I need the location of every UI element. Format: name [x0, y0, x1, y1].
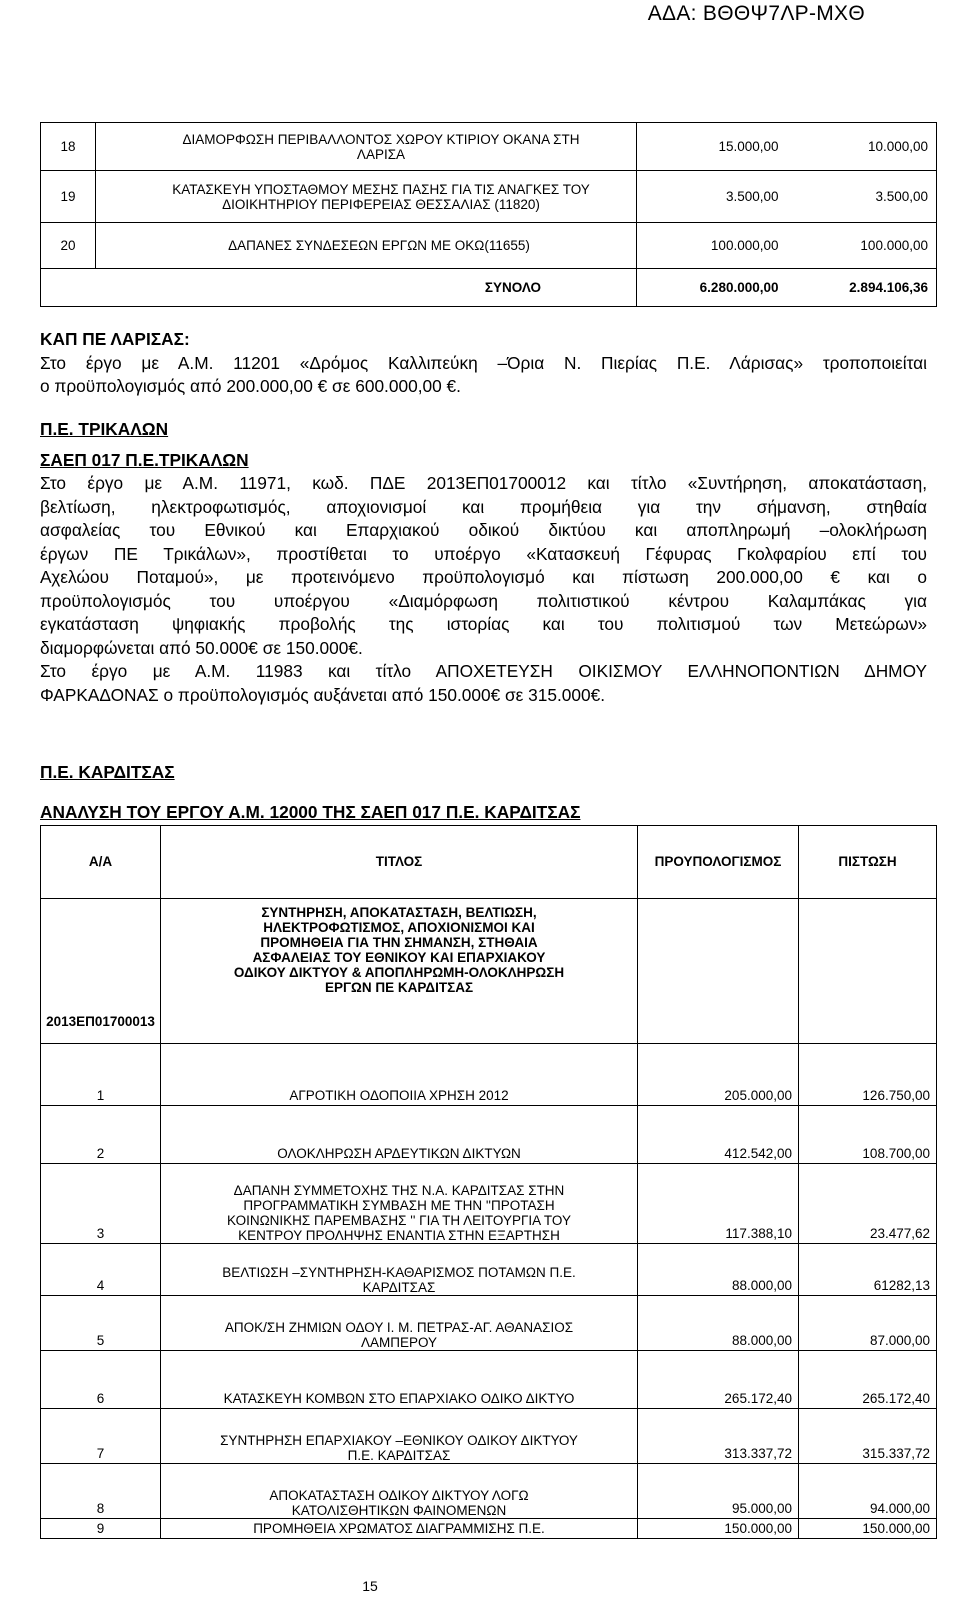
project-title: ΣΥΝΤΗΡΗΣΗ, ΑΠΟΚΑΤΑΣΤΑΣΗ, ΒΕΛΤΙΩΣΗ, ΗΛΕΚΤΡΟΦΩΤΙΣΜΟΣ, ΑΠΟΧΙΟΝΙΣΜΟΙ ΚΑΙ ΠΡΟΜΗΘΕΙΑ ΓΙΑ ΤΗΝ ΣΗΜΑΝΣΗ, ΣΤΗΘΑΙΑ ΑΣΦΑΛΕΙΑΣ ΤΟΥ ΕΘΝΙΚΟΥ ΚΑΙ ΕΠΑΡΧΙΑΚΟΥ ΟΔΙΚΟΥ ΔΙΚΤΥΟΥ & ΑΠΟΠΛΗΡΩΜΗ-ΟΛΟΚΛΗΡΩΣΗ ΕΡΓΩΝ ΠΕ ΚΑΡΔΙΤΣΑΣ — [161, 899, 638, 1044]
table-row — [41, 171, 937, 223]
total-row — [41, 269, 937, 307]
paragraph-line: έργων ΠΕ Τρικάλων», προστίθεται το υποέργο «Κατασκευή Γέφυρας Γκολφαρίου επί του — [40, 543, 927, 564]
table-row — [41, 1244, 937, 1296]
row-title: ΚΑΤΑΣΚΕΥΗ ΥΠΟΣΤΑΘΜΟΥ ΜΕΣΗΣ ΠΑΣΗΣ ΓΙΑ ΤΙΣ ΑΝΑΓΚΕΣ ΤΟΥ ΔΙΟΙΚΗΤΗΡΙΟΥ ΠΕΡΙΦΕΡΕΙΑΣ ΘΕΣΣΑΛΙΑΣ (11820) — [96, 171, 637, 223]
section-heading: Π.Ε. ΤΡΙΚΑΛΩΝ — [40, 419, 169, 439]
paragraph-line: διαμορφώνεται από 50.000€ σε 150.000€. — [40, 637, 363, 658]
row-budget: 265.172,40 — [638, 1351, 799, 1409]
table-row — [41, 1106, 937, 1164]
row-budget: 95.000,00 — [638, 1464, 799, 1519]
row-budget: 117.388,10 — [638, 1164, 799, 1244]
row-aa: 2 — [41, 1106, 161, 1164]
row-aa: 4 — [41, 1244, 161, 1296]
total-budget: 6.280.000,00 — [637, 269, 787, 307]
table-row — [41, 1164, 937, 1244]
paragraph-line: εγκατάσταση ψηφιακής προβολής της ιστορίας και του πολιτισμού των Μετεώρων» — [40, 614, 927, 634]
paragraph-line: Στο έργο με Α.Μ. 11201 «Δρόμος Καλλιπεύκη –Όρια Ν. Πιερίας Π.Ε. Λάρισας» τροποποιείται — [40, 352, 927, 373]
row-title: ΚΑΤΑΣΚΕΥΗ ΚΟΜΒΩΝ ΣΤΟ ΕΠΑΡΧΙΑΚΟ ΟΔΙΚΟ ΔΙΚΤΥΟ — [161, 1351, 638, 1409]
row-aa: 8 — [41, 1464, 161, 1519]
total-credit: 2.894.106,36 — [787, 269, 937, 307]
table-header-row — [41, 826, 937, 899]
row-title: ΟΛΟΚΛΗΡΩΣΗ ΑΡΔΕΥΤΙΚΩΝ ΔΙΚΤΥΩΝ — [161, 1106, 638, 1164]
section-heading: ΚΑΠ ΠΕ ΛΑΡΙΣΑΣ: — [40, 329, 190, 349]
row-aa: 6 — [41, 1351, 161, 1409]
project-credit — [799, 899, 937, 1044]
table-row — [41, 123, 937, 171]
row-credit: 94.000,00 — [799, 1464, 937, 1519]
page-number: 15 — [362, 1578, 378, 1594]
row-budget: 313.337,72 — [638, 1409, 799, 1464]
row-credit: 100.000,00 — [787, 223, 937, 269]
row-number: 20 — [41, 223, 96, 269]
table-row — [41, 1519, 937, 1539]
project-row — [41, 899, 937, 1044]
paragraph-line: Αχελώου Ποταμού», με προτεινόμενο προϋπολογισμό και πίστωση 200.000,00 € και ο — [40, 567, 927, 587]
row-credit: 87.000,00 — [799, 1296, 937, 1351]
row-budget: 15.000,00 — [637, 123, 787, 171]
paragraph-line: ΦΑΡΚΑΔΟΝΑΣ ο προϋπολογισμός αυξάνεται από 150.000€ σε 315.000€. — [40, 684, 606, 705]
table-row — [41, 1464, 937, 1519]
row-credit: 3.500,00 — [787, 171, 937, 223]
header-credit: ΠΙΣΤΩΣΗ — [799, 826, 937, 899]
row-title: ΔΑΠΑΝΕΣ ΣΥΝΔΕΣΕΩΝ ΕΡΓΩΝ ΜΕ ΟΚΩ(11655) — [96, 223, 637, 269]
table-row — [41, 1351, 937, 1409]
row-number: 19 — [41, 171, 96, 223]
table-row — [41, 223, 937, 269]
budget-table-continued — [40, 122, 937, 307]
row-credit: 265.172,40 — [799, 1351, 937, 1409]
section-karditsa — [40, 761, 927, 824]
row-budget: 205.000,00 — [638, 1044, 799, 1106]
header-budget: ΠΡΟΥΠΟΛΟΓΙΣΜΟΣ — [638, 826, 799, 899]
row-budget: 150.000,00 — [638, 1519, 799, 1539]
paragraph-line: προϋπολογισμός του υποέργου «Διαμόρφωση πολιτιστικού κέντρου Καλαμπάκας για — [40, 590, 927, 611]
row-credit: 315.337,72 — [799, 1409, 937, 1464]
row-title: ΠΡΟΜΗΘΕΙΑ ΧΡΩΜΑΤΟΣ ΔΙΑΓΡΑΜΜΙΣΗΣ Π.Ε. — [161, 1519, 638, 1539]
project-budget — [638, 899, 799, 1044]
project-code: 2013ΕΠ01700013 — [41, 899, 161, 1044]
paragraph-line: Στο έργο με Α.Μ. 11971, κωδ. ΠΔΕ 2013ΕΠ01700012 και τίτλο «Συντήρηση, αποκατάσταση, — [40, 473, 927, 493]
row-title: ΑΠΟΚ/ΣΗ ΖΗΜΙΩΝ ΟΔΟΥ Ι. Μ. ΠΕΤΡΑΣ-ΑΓ. ΑΘΑΝΑΣΙΟΣ ΛΑΜΠΕΡΟΥ — [161, 1296, 638, 1351]
row-credit: 126.750,00 — [799, 1044, 937, 1106]
section-larisa — [40, 328, 927, 399]
row-title: ΒΕΛΤΙΩΣΗ –ΣΥΝΤΗΡΗΣΗ-ΚΑΘΑΡΙΣΜΟΣ ΠΟΤΑΜΩΝ Π.Ε. ΚΑΡΔΙΤΣΑΣ — [161, 1244, 638, 1296]
table-row — [41, 1044, 937, 1106]
total-label: ΣΥΝΟΛΟ — [96, 269, 637, 307]
total-spacer — [41, 269, 96, 307]
paragraph-line: Στο έργο με Α.Μ. 11983 και τίτλο ΑΠΟΧΕΤΕΥΣΗ ΟΙΚΙΣΜΟΥ ΕΛΛΗΝΟΠΟΝΤΙΩΝ ΔΗΜΟΥ — [40, 661, 927, 681]
section-heading: Π.Ε. ΚΑΡΔΙΤΣΑΣ — [40, 762, 175, 782]
section-trikala — [40, 418, 927, 707]
row-budget: 100.000,00 — [637, 223, 787, 269]
table-row — [41, 1409, 937, 1464]
header-title: ΤΙΤΛΟΣ — [161, 826, 638, 899]
paragraph-line: ασφαλείας του Εθνικού και Επαρχιακού οδικού δικτύου και αποπληρωμή –ολοκλήρωση — [40, 520, 927, 540]
ada-code: ΑΔΑ: ΒΘΘΨ7ΛΡ-ΜΧΘ — [647, 2, 865, 25]
karditsa-analysis-table — [40, 825, 937, 1539]
row-credit: 10.000,00 — [787, 123, 937, 171]
paragraph-line: βελτίωση, ηλεκτροφωτισμός, αποχιονισμοί και προμήθεια για την σήμανση, στηθαία — [40, 496, 927, 517]
row-budget: 3.500,00 — [637, 171, 787, 223]
row-credit: 61282,13 — [799, 1244, 937, 1296]
row-aa: 7 — [41, 1409, 161, 1464]
row-credit: 150.000,00 — [799, 1519, 937, 1539]
row-budget: 412.542,00 — [638, 1106, 799, 1164]
row-number: 18 — [41, 123, 96, 171]
row-aa: 5 — [41, 1296, 161, 1351]
row-budget: 88.000,00 — [638, 1296, 799, 1351]
paragraph-line: ο προϋπολογισμός από 200.000,00 € σε 600.000,00 €. — [40, 376, 461, 396]
row-title: ΑΓΡΟΤΙΚΗ ΟΔΟΠΟΙΙΑ ΧΡΗΣΗ 2012 — [161, 1044, 638, 1106]
row-title: ΣΥΝΤΗΡΗΣΗ ΕΠΑΡΧΙΑΚΟΥ –ΕΘΝΙΚΟΥ ΟΔΙΚΟΥ ΔΙΚΤΥΟΥ Π.Ε. ΚΑΡΔΙΤΣΑΣ — [161, 1409, 638, 1464]
row-aa: 3 — [41, 1164, 161, 1244]
section-subheading: ΣΑΕΠ 017 Π.Ε.ΤΡΙΚΑΛΩΝ — [40, 449, 249, 470]
header-aa: Α/Α — [41, 826, 161, 899]
row-budget: 88.000,00 — [638, 1244, 799, 1296]
row-title: ΑΠΟΚΑΤΑΣΤΑΣΗ ΟΔΙΚΟΥ ΔΙΚΤΥΟΥ ΛΟΓΩ ΚΑΤΟΛΙΣΘΗΤΙΚΩΝ ΦΑΙΝΟΜΕΝΩΝ — [161, 1464, 638, 1519]
row-aa: 1 — [41, 1044, 161, 1106]
row-credit: 23.477,62 — [799, 1164, 937, 1244]
table-row — [41, 1296, 937, 1351]
section-subheading: ΑΝΑΛΥΣΗ ΤΟΥ ΕΡΓΟΥ Α.Μ. 12000 ΤΗΣ ΣΑΕΠ 017 Π.Ε. ΚΑΡΔΙΤΣΑΣ — [40, 801, 581, 822]
row-title: ΔΑΠΑΝΗ ΣΥΜΜΕΤΟΧΗΣ ΤΗΣ Ν.Α. ΚΑΡΔΙΤΣΑΣ ΣΤΗΝ ΠΡΟΓΡΑΜΜΑΤΙΚΗ ΣΥΜΒΑΣΗ ΜΕ ΤΗΝ ''ΠΡΟΤΑΣΗ ΚΟΙΝΩΝΙΚΗΣ ΠΑΡΕΜΒΑΣΗΣ '' ΓΙΑ ΤΗ ΛΕΙΤΟΥΡΓΙΑ ΤΟΥ ΚΕΝΤΡΟΥ ΠΡΟΛΗΨΗΣ ΕΝΑΝΤΙΑ ΣΤΗΝ ΕΞΑΡΤΗΣΗ — [161, 1164, 638, 1244]
row-title: ΔΙΑΜΟΡΦΩΣΗ ΠΕΡΙΒΑΛΛΟΝΤΟΣ ΧΩΡΟΥ ΚΤΙΡΙΟΥ ΟΚΑΝΑ ΣΤΗ ΛΑΡΙΣΑ — [96, 123, 637, 171]
row-aa: 9 — [41, 1519, 161, 1539]
row-credit: 108.700,00 — [799, 1106, 937, 1164]
